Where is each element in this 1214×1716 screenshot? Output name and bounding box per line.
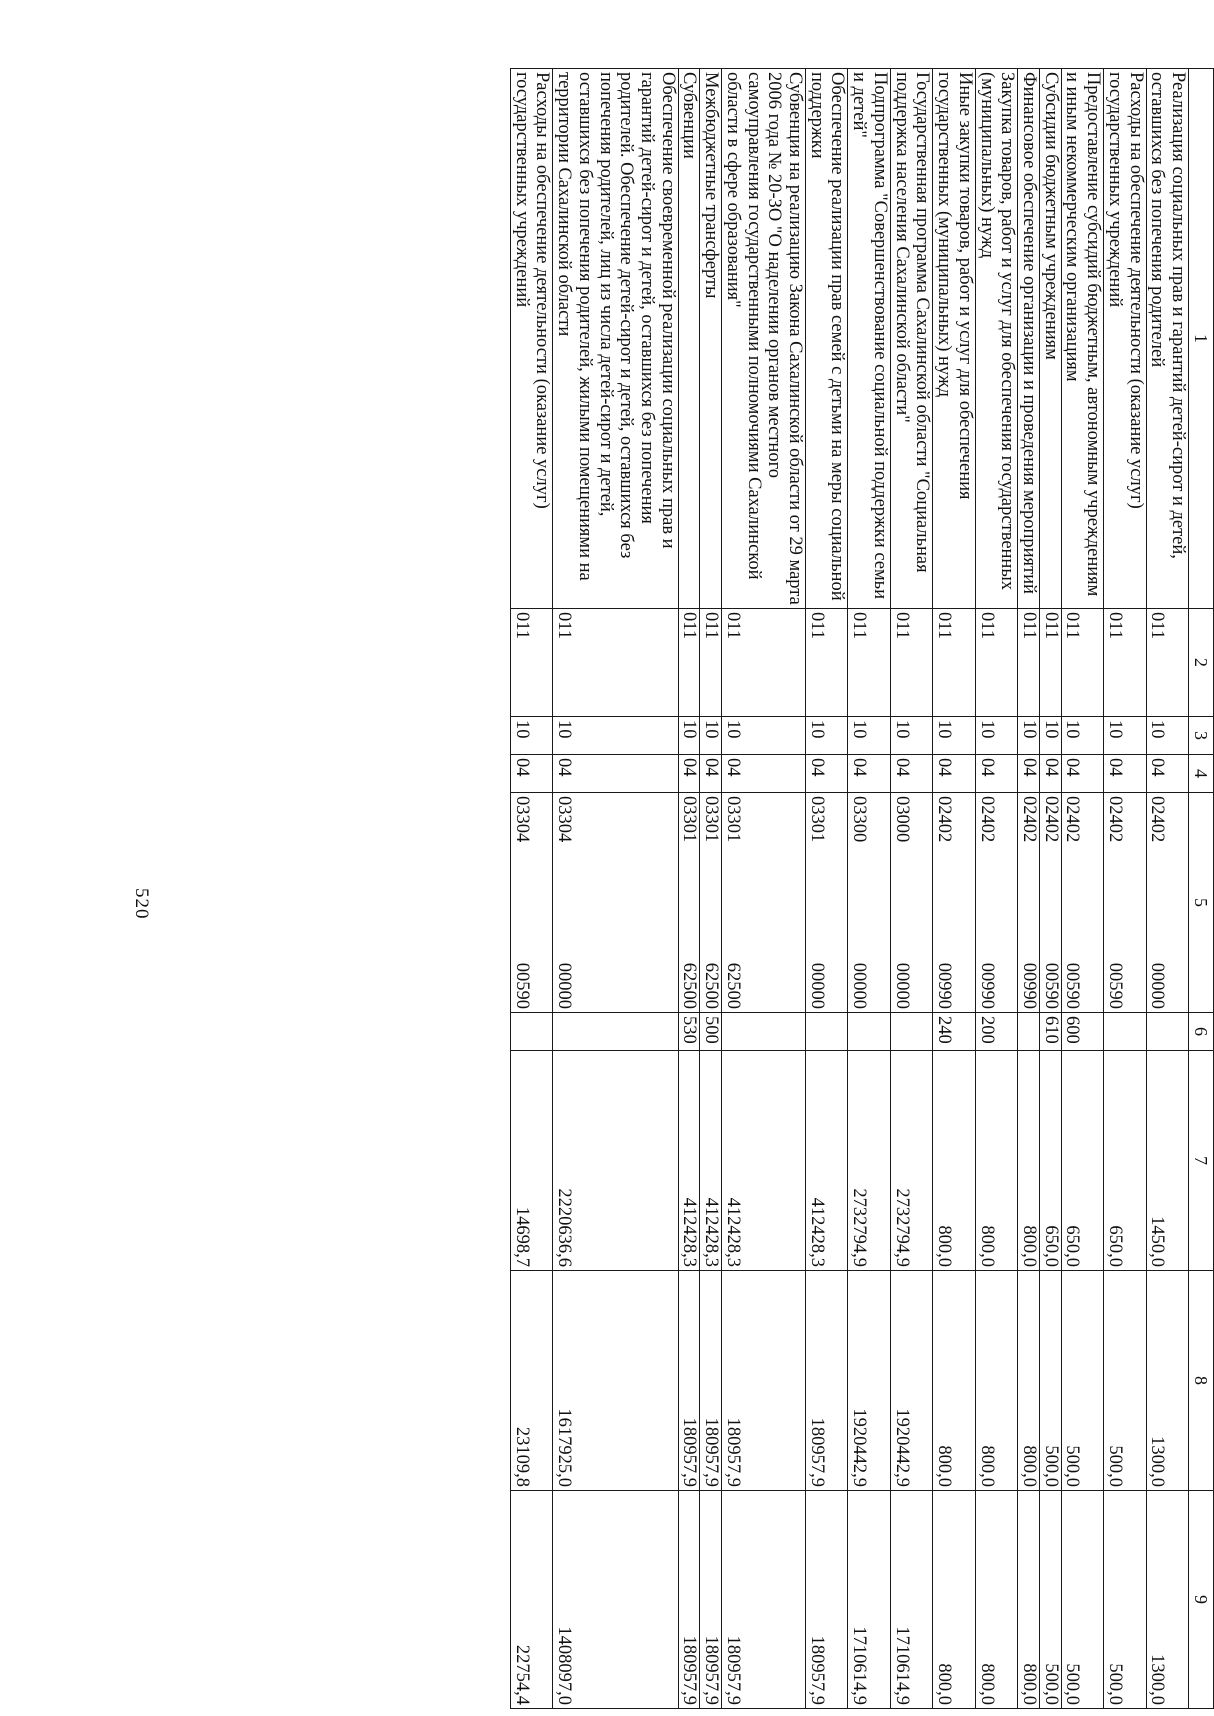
target-article-code: [849, 796, 870, 1009]
row-name: Субвенция на реализацию Закона Сахалинской области от 29 марта 2006 года № 20-ЗО "О наделении органов местного самоуправления государственными полномочиями Сахалинской области в сфере образования": [722, 69, 806, 609]
cell-amount-year1: 1450,0: [1146, 1051, 1188, 1271]
table-row: [722, 69, 806, 1709]
cell-amount-year2: 23109,8: [511, 1271, 553, 1491]
table-row: [806, 69, 848, 1709]
direction-code: 00000: [891, 962, 912, 1009]
target-article-code: [700, 796, 721, 1009]
table-row: [1146, 69, 1188, 1709]
cell-ministry-code: 011: [678, 609, 700, 717]
cell-amount-year1: 412428,3: [806, 1051, 848, 1271]
cell-ministry-code: 011: [933, 609, 975, 717]
program-code: 02402: [976, 796, 997, 843]
row-name: Закупка товаров, работ и услуг для обеспечения государственных (муниципальных) нужд: [975, 69, 1017, 609]
program-code: 03304: [554, 796, 575, 843]
target-article-code: [511, 796, 532, 1009]
row-name: Реализация социальных прав и гарантий детей-сирот и детей, оставшихся без попечения родителей: [1146, 69, 1188, 609]
direction-code: 00590: [1104, 962, 1125, 1009]
cell-subsection: 04: [890, 755, 932, 793]
cell-section: 10: [1039, 717, 1061, 755]
cell-target-article: [975, 793, 1017, 1013]
cell-amount-year3: 1300,0: [1146, 1491, 1188, 1709]
direction-code: 00000: [849, 962, 870, 1009]
header-col-7: 7: [1189, 1051, 1214, 1271]
cell-subsection: 04: [933, 755, 975, 793]
header-col-8: 8: [1189, 1271, 1214, 1491]
cell-ministry-code: 011: [1039, 609, 1061, 717]
cell-target-article: [511, 793, 553, 1013]
cell-section: 10: [848, 717, 890, 755]
target-article-code: [722, 796, 743, 1009]
direction-code: 00590: [1062, 962, 1083, 1009]
cell-ministry-code: 011: [890, 609, 932, 717]
cell-subsection: 04: [806, 755, 848, 793]
cell-target-article: [678, 793, 700, 1013]
cell-amount-year2: 800,0: [933, 1271, 975, 1491]
program-code: 02402: [1147, 796, 1168, 843]
program-code: 02402: [1018, 796, 1039, 843]
table-row: [890, 69, 932, 1709]
cell-amount-year1: 412428,3: [678, 1051, 700, 1271]
table-row: [700, 69, 722, 1709]
row-name: Государственная программа Сахалинской области "Социальная поддержка населения Сахалинской области": [890, 69, 932, 609]
cell-amount-year2: 1920442,9: [848, 1271, 890, 1491]
cell-expense-type: 240: [933, 1013, 975, 1051]
table-row: [1039, 69, 1061, 1709]
cell-section: 10: [700, 717, 722, 755]
cell-expense-type: 610: [1039, 1013, 1061, 1051]
cell-amount-year3: 1710614,9: [848, 1491, 890, 1709]
target-article-code: [1104, 796, 1125, 1009]
cell-amount-year2: 180957,9: [806, 1271, 848, 1491]
header-col-2: 2: [1189, 609, 1214, 717]
cell-expense-type: [1146, 1013, 1188, 1051]
cell-amount-year3: 800,0: [933, 1491, 975, 1709]
target-article-code: [553, 796, 574, 1009]
table-row: [933, 69, 975, 1709]
cell-subsection: 04: [975, 755, 1017, 793]
table-row: [511, 69, 553, 1709]
cell-amount-year1: 650,0: [1104, 1051, 1146, 1271]
direction-code: 00000: [1147, 962, 1168, 1009]
cell-target-article: [553, 793, 678, 1013]
cell-subsection: 04: [1146, 755, 1188, 793]
cell-ministry-code: 011: [848, 609, 890, 717]
cell-amount-year1: 800,0: [975, 1051, 1017, 1271]
cell-expense-type: [806, 1013, 848, 1051]
program-code: 03000: [891, 796, 912, 843]
cell-ministry-code: 011: [1146, 609, 1188, 717]
row-name: Обеспечение реализации прав семей с детьми на меры социальной поддержки: [806, 69, 848, 609]
direction-code: 00990: [1018, 962, 1039, 1009]
program-code: 03301: [679, 796, 700, 843]
cell-amount-year3: 500,0: [1061, 1491, 1103, 1709]
cell-amount-year2: 1617925,0: [553, 1271, 678, 1491]
row-name: Предоставление субсидий бюджетным, автономным учреждениям и иным некоммерческим организациям: [1061, 69, 1103, 609]
cell-expense-type: 600: [1061, 1013, 1103, 1051]
cell-target-article: [890, 793, 932, 1013]
program-code: 03304: [511, 796, 532, 843]
cell-section: 10: [511, 717, 553, 755]
cell-amount-year3: 180957,9: [678, 1491, 700, 1709]
cell-amount-year1: 2732794,9: [848, 1051, 890, 1271]
cell-subsection: 04: [700, 755, 722, 793]
cell-section: 10: [1018, 717, 1040, 755]
cell-section: 10: [1104, 717, 1146, 755]
target-article-code: [976, 796, 997, 1009]
direction-code: 00000: [554, 962, 575, 1009]
cell-ministry-code: 011: [722, 609, 806, 717]
cell-expense-type: [722, 1013, 806, 1051]
cell-target-article: [1104, 793, 1146, 1013]
cell-amount-year1: 650,0: [1039, 1051, 1061, 1271]
cell-subsection: 04: [722, 755, 806, 793]
direction-code: 00990: [976, 962, 997, 1009]
cell-target-article: [806, 793, 848, 1013]
program-code: 02402: [1062, 796, 1083, 843]
cell-amount-year2: 180957,9: [678, 1271, 700, 1491]
cell-ministry-code: 011: [1061, 609, 1103, 717]
row-name: Расходы на обеспечение деятельности (оказание услуг) государственных учреждений: [511, 69, 553, 609]
rotated-table-container: [131, 68, 1214, 1708]
cell-amount-year3: 22754,4: [511, 1491, 553, 1709]
cell-expense-type: 530: [678, 1013, 700, 1051]
cell-target-article: [700, 793, 722, 1013]
cell-expense-type: [1104, 1013, 1146, 1051]
cell-amount-year2: 500,0: [1061, 1271, 1103, 1491]
cell-amount-year3: 500,0: [1104, 1491, 1146, 1709]
cell-subsection: 04: [553, 755, 678, 793]
row-name: Обеспечение своевременной реализации социальных прав и гарантий детей-сирот и детей, оставшихся без попечения родителей. Обеспечение детей-сирот и детей, оставшихся без попечения родителей, лиц из числа детей-сирот и детей, оставшихся без попечения родителей, жилыми помещениями на территории Сахалинской области: [553, 69, 678, 609]
budget-table: [510, 68, 1214, 1709]
direction-code: 00590: [511, 962, 532, 1009]
target-article-code: [891, 796, 912, 1009]
cell-amount-year2: 800,0: [1018, 1271, 1040, 1491]
program-code: 02402: [934, 796, 955, 843]
cell-target-article: [722, 793, 806, 1013]
program-code: 02402: [1040, 796, 1061, 843]
header-col-1: 1: [1189, 69, 1214, 609]
table-row: [553, 69, 678, 1709]
cell-subsection: 04: [511, 755, 553, 793]
row-name: Иные закупки товаров, работ и услуг для обеспечения государственных (муниципальных) нужд: [933, 69, 975, 609]
cell-amount-year1: 412428,3: [722, 1051, 806, 1271]
cell-ministry-code: 011: [806, 609, 848, 717]
row-name: Субсидии бюджетным учреждениям: [1039, 69, 1061, 609]
cell-expense-type: [848, 1013, 890, 1051]
cell-amount-year2: 500,0: [1104, 1271, 1146, 1491]
table-row: [1018, 69, 1040, 1709]
header-row: [1189, 69, 1214, 1709]
row-name: Межбюджетные трансферты: [700, 69, 722, 609]
table-row: [1061, 69, 1103, 1709]
header-col-3: 3: [1189, 717, 1214, 755]
program-code: 03301: [806, 796, 827, 843]
cell-subsection: 04: [1039, 755, 1061, 793]
cell-target-article: [848, 793, 890, 1013]
cell-amount-year1: 650,0: [1061, 1051, 1103, 1271]
cell-subsection: 04: [678, 755, 700, 793]
cell-amount-year2: 1300,0: [1146, 1271, 1188, 1491]
cell-section: 10: [678, 717, 700, 755]
cell-ministry-code: 011: [1104, 609, 1146, 717]
cell-amount-year2: 180957,9: [722, 1271, 806, 1491]
cell-target-article: [1146, 793, 1188, 1013]
program-code: 03301: [701, 796, 722, 843]
cell-amount-year2: 800,0: [975, 1271, 1017, 1491]
cell-amount-year1: 800,0: [1018, 1051, 1040, 1271]
cell-amount-year3: 1408097,0: [553, 1491, 678, 1709]
cell-amount-year1: 14698,7: [511, 1051, 553, 1271]
cell-target-article: [1061, 793, 1103, 1013]
page-number: 520: [131, 888, 152, 920]
direction-code: 62500: [679, 962, 700, 1009]
cell-ministry-code: 011: [1018, 609, 1040, 717]
cell-amount-year3: 500,0: [1039, 1491, 1061, 1709]
cell-amount-year3: 180957,9: [722, 1491, 806, 1709]
cell-expense-type: [511, 1013, 553, 1051]
header-col-4: 4: [1189, 755, 1214, 793]
cell-amount-year1: 2732794,9: [890, 1051, 932, 1271]
direction-code: 00990: [934, 962, 955, 1009]
table-row: [678, 69, 700, 1709]
header-col-5: 5: [1189, 793, 1214, 1013]
target-article-code: [806, 796, 827, 1009]
cell-subsection: 04: [1018, 755, 1040, 793]
direction-code: 00590: [1040, 962, 1061, 1009]
cell-expense-type: [1018, 1013, 1040, 1051]
cell-target-article: [1039, 793, 1061, 1013]
program-code: 03301: [722, 796, 743, 843]
cell-section: 10: [1146, 717, 1188, 755]
cell-ministry-code: 011: [511, 609, 553, 717]
cell-amount-year2: 500,0: [1039, 1271, 1061, 1491]
target-article-code: [1062, 796, 1083, 1009]
cell-amount-year2: 180957,9: [700, 1271, 722, 1491]
row-name: Подпрограмма "Совершенствование социальной поддержки семьи и детей": [848, 69, 890, 609]
cell-section: 10: [975, 717, 1017, 755]
cell-section: 10: [933, 717, 975, 755]
cell-amount-year3: 180957,9: [806, 1491, 848, 1709]
cell-ministry-code: 011: [553, 609, 678, 717]
direction-code: 00000: [806, 962, 827, 1009]
cell-section: 10: [553, 717, 678, 755]
cell-expense-type: 200: [975, 1013, 1017, 1051]
row-name: Субвенции: [678, 69, 700, 609]
direction-code: 62500: [701, 962, 722, 1009]
cell-target-article: [933, 793, 975, 1013]
target-article-code: [1040, 796, 1061, 1009]
cell-amount-year2: 1920442,9: [890, 1271, 932, 1491]
cell-section: 10: [890, 717, 932, 755]
target-article-code: [1018, 796, 1039, 1009]
program-code: 03300: [849, 796, 870, 843]
cell-ministry-code: 011: [700, 609, 722, 717]
target-article-code: [1147, 796, 1168, 1009]
cell-expense-type: [890, 1013, 932, 1051]
program-code: 02402: [1104, 796, 1125, 843]
cell-amount-year3: 800,0: [975, 1491, 1017, 1709]
cell-target-article: [1018, 793, 1040, 1013]
cell-amount-year3: 1710614,9: [890, 1491, 932, 1709]
table-row: [848, 69, 890, 1709]
header-col-6: 6: [1189, 1013, 1214, 1051]
cell-subsection: 04: [1104, 755, 1146, 793]
target-article-code: [679, 796, 700, 1009]
direction-code: 62500: [722, 962, 743, 1009]
cell-amount-year3: 180957,9: [700, 1491, 722, 1709]
cell-ministry-code: 011: [975, 609, 1017, 717]
cell-section: 10: [1061, 717, 1103, 755]
target-article-code: [933, 796, 954, 1009]
cell-amount-year1: 800,0: [933, 1051, 975, 1271]
cell-section: 10: [806, 717, 848, 755]
cell-amount-year1: 2220636,6: [553, 1051, 678, 1271]
cell-amount-year3: 800,0: [1018, 1491, 1040, 1709]
cell-expense-type: 500: [700, 1013, 722, 1051]
cell-amount-year1: 412428,3: [700, 1051, 722, 1271]
header-col-9: 9: [1189, 1491, 1214, 1709]
table-row: [1104, 69, 1146, 1709]
row-name: Финансовое обеспечение организации и проведения мероприятий: [1018, 69, 1040, 609]
cell-section: 10: [722, 717, 806, 755]
cell-subsection: 04: [1061, 755, 1103, 793]
table-row: [975, 69, 1017, 1709]
row-name: Расходы на обеспечение деятельности (оказание услуг) государственных учреждений: [1104, 69, 1146, 609]
cell-expense-type: [553, 1013, 678, 1051]
cell-subsection: 04: [848, 755, 890, 793]
